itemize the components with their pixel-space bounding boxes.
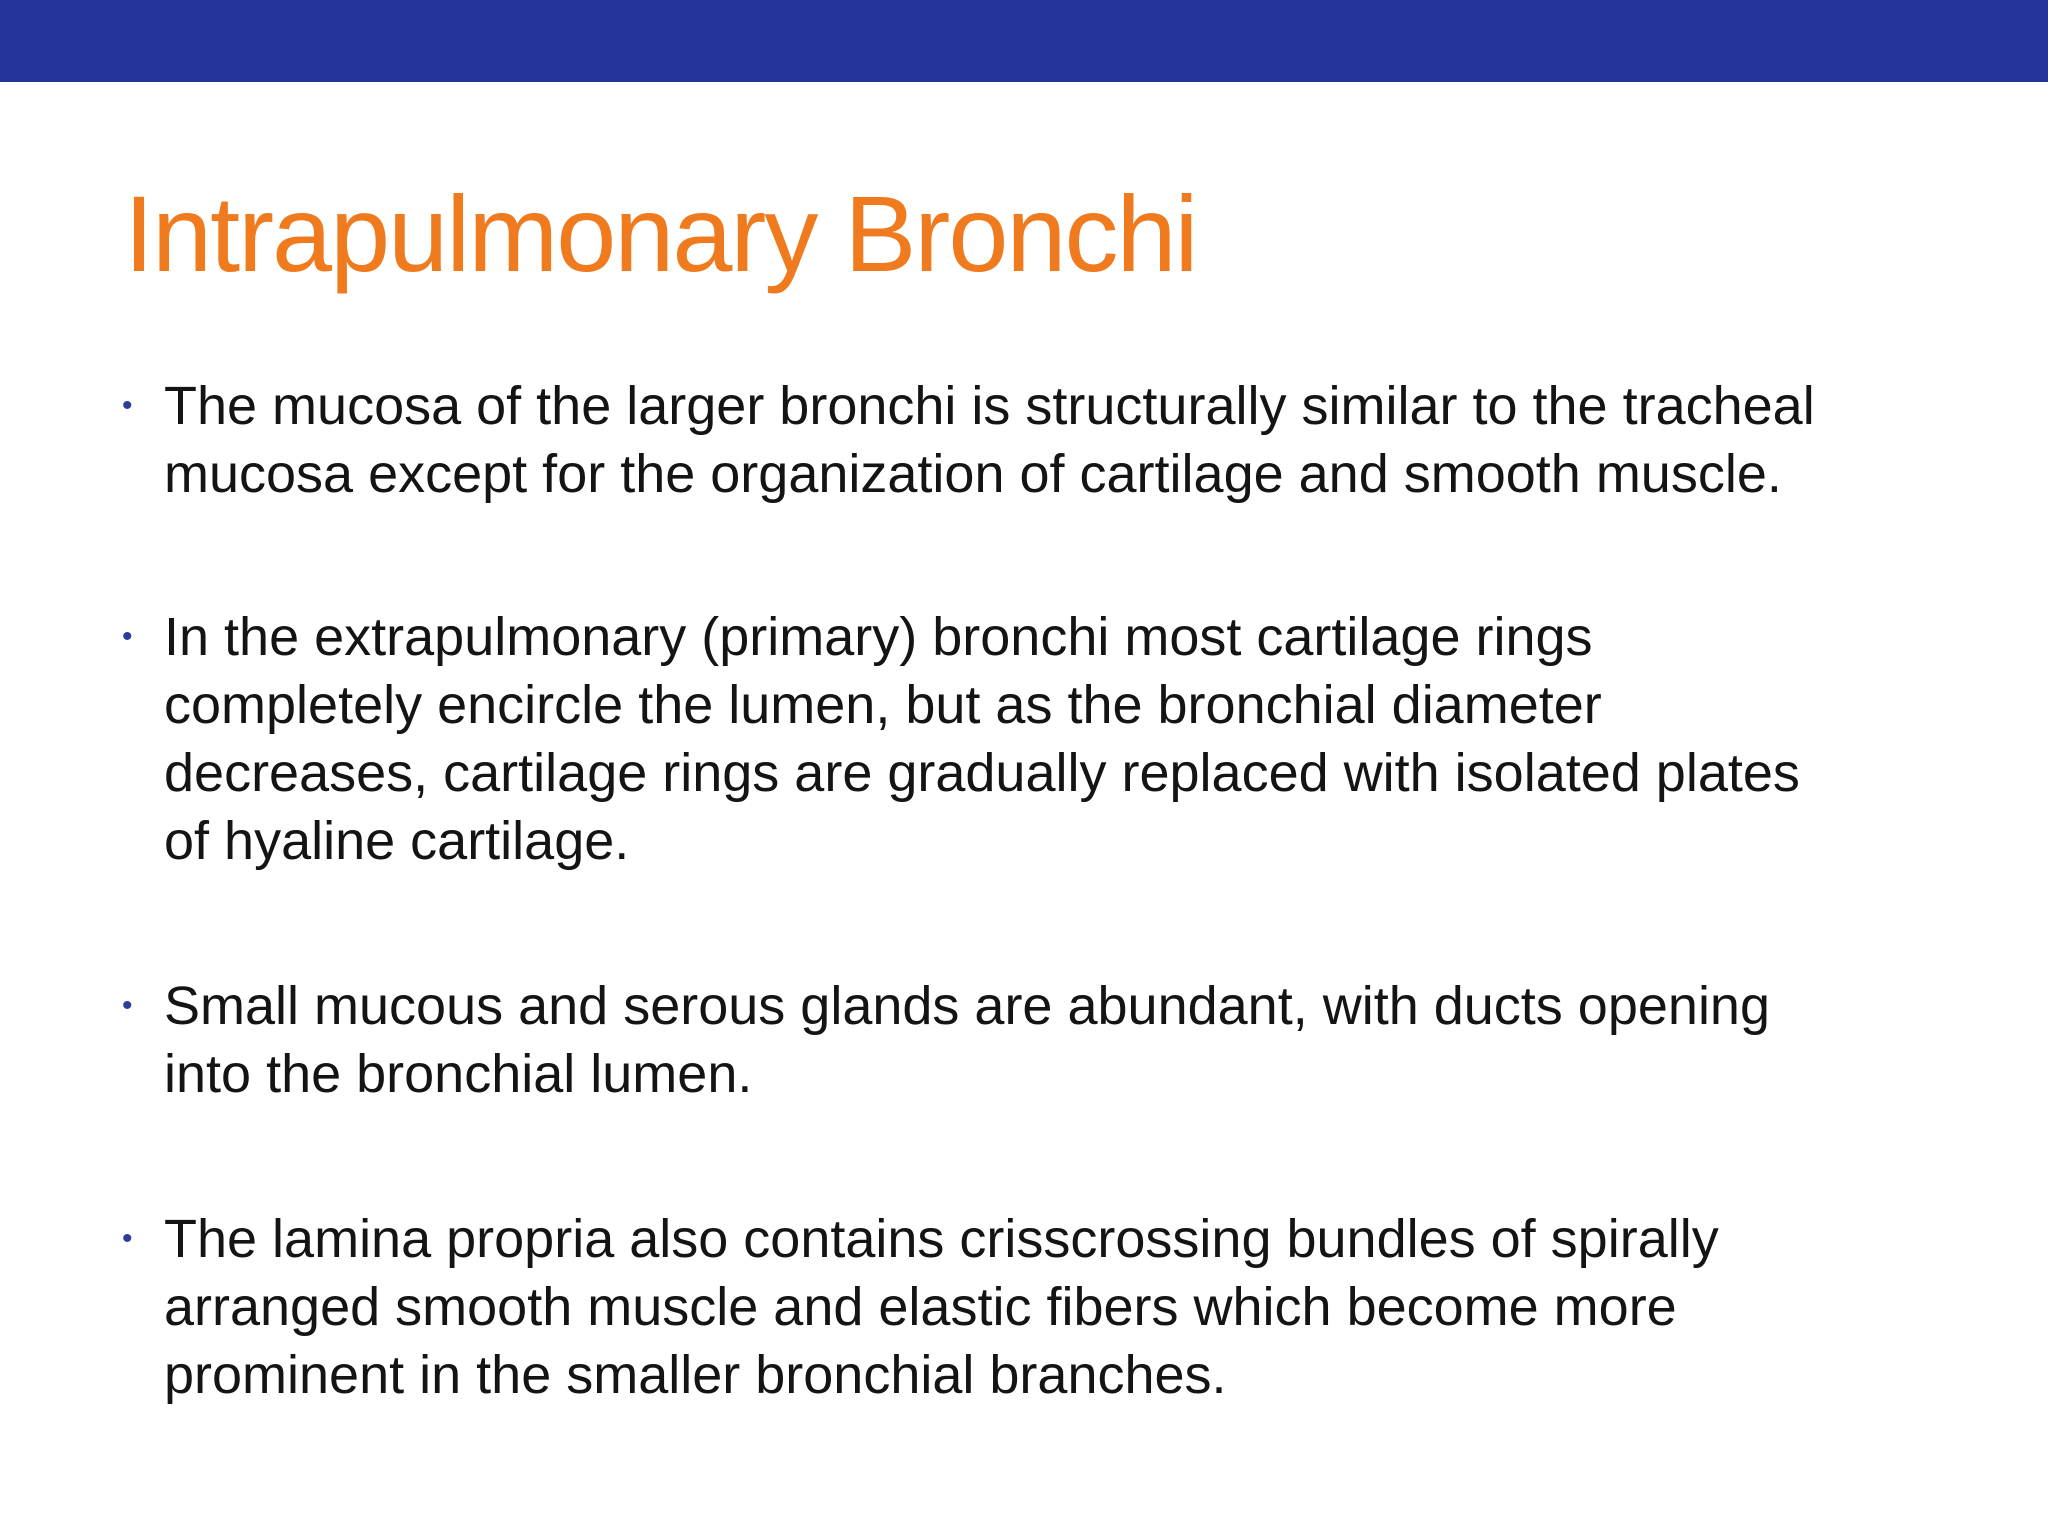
- bullet-marker: •: [122, 389, 133, 422]
- bullet-marker: •: [122, 989, 133, 1022]
- bullet-text: The mucosa of the larger bronchi is structurally similar to the tracheal mucosa except for the organization of cartilage and smooth muscle.: [164, 376, 1815, 504]
- bullet-marker: •: [122, 620, 133, 653]
- bullet-text: Small mucous and serous glands are abundant, with ducts opening into the bronchial lumen.: [164, 976, 1770, 1104]
- bullet-text: In the extrapulmonary (primary) bronchi most cartilage rings completely encircle the lumen, but as the bronchial diameter decreases, cartilage rings are gradually replaced with isolated plates of hyaline cartilage.: [164, 607, 1800, 871]
- slide-title: Intrapulmonary Bronchi: [124, 173, 1197, 294]
- bullet-text: The lamina propria also contains crisscrossing bundles of spirally arranged smooth muscle and elastic fibers which become more prominent in the smaller bronchial branches.: [164, 1209, 1719, 1405]
- bullet-marker: •: [122, 1222, 133, 1255]
- header-bar: [0, 0, 2048, 82]
